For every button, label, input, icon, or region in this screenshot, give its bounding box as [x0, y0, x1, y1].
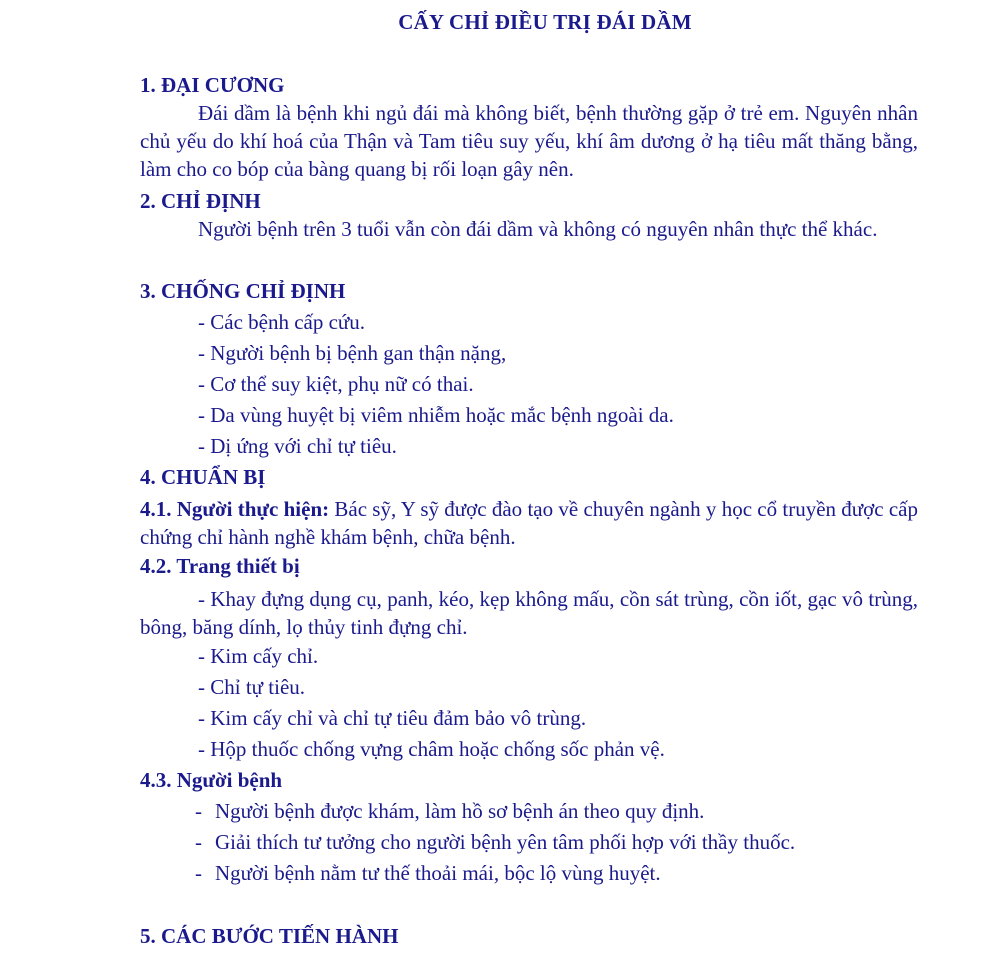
- list-item: [140, 828, 918, 859]
- section-paragraph: [140, 495, 918, 551]
- section-contraindication: [140, 277, 918, 305]
- list-item: - Các bệnh cấp cứu.: [198, 310, 366, 334]
- list-item: - Kim cấy chỉ và chỉ tự tiêu đảm bảo vô trùng.: [198, 706, 587, 730]
- list-item: - Cơ thể suy kiệt, phụ nữ có thai.: [198, 372, 474, 396]
- list-item: - Hộp thuốc chống vựng châm hoặc chống sốc phản vệ.: [198, 737, 665, 761]
- list-item: - Người bệnh bị bệnh gan thận nặng,: [198, 341, 507, 365]
- patient-list: [140, 797, 918, 890]
- list-item: - Chỉ tự tiêu.: [198, 675, 306, 699]
- subsection-lead: 4.1. Người thực hiện:: [140, 497, 330, 521]
- section-procedure: [140, 922, 918, 950]
- equipment-list: [140, 642, 918, 766]
- list-item: [140, 797, 918, 828]
- section-paragraph: Người bệnh trên 3 tuổi vẫn còn đái dầm và không có nguyên nhân thực thể khác.: [198, 217, 878, 241]
- list-dash: -: [195, 799, 202, 823]
- list-item: - Dị ứng với chỉ tự tiêu.: [198, 434, 397, 458]
- subsection-heading: 4.2. Trang thiết bị: [140, 554, 300, 578]
- list-item: - Da vùng huyệt bị viêm nhiễm hoặc mắc bệnh ngoài da.: [198, 403, 674, 427]
- list-item-text: Giải thích tư tưởng cho người bệnh yên tâm phối hợp với thầy thuốc.: [215, 830, 796, 854]
- section-heading: 3. CHỐNG CHỈ ĐỊNH: [140, 279, 346, 303]
- section-preparation: [140, 463, 918, 491]
- section-indication: [140, 187, 918, 243]
- section-heading: 2. CHỈ ĐỊNH: [140, 189, 261, 213]
- section-heading: 1. ĐẠI CƯƠNG: [140, 73, 285, 97]
- list-item-text: Người bệnh được khám, làm hồ sơ bệnh án theo quy định.: [215, 799, 705, 823]
- subsection-heading: 4.3. Người bệnh: [140, 768, 283, 792]
- section-paragraph: Đái dầm là bệnh khi ngủ đái mà không biết, bệnh thường gặp ở trẻ em. Nguyên nhân chủ yếu do khí hoá của Thận và Tam tiêu suy yếu, khí âm dương ở hạ tiêu mất thăng bằng, làm cho co bóp của bàng quang bị rối loạn gây nên.: [140, 101, 918, 181]
- contraindication-list: [140, 308, 918, 463]
- document-title: CẤY CHỈ ĐIỀU TRỊ ĐÁI DẦM: [398, 10, 692, 34]
- section-heading: 4. CHUẨN BỊ: [140, 465, 266, 489]
- list-dash: -: [195, 861, 202, 885]
- list-dash: -: [195, 830, 202, 854]
- subsection-text: Bác sỹ, Y sỹ được đào tạo về chuyên ngành y học cổ truyền được cấp chứng chỉ hành nghề khám bệnh, chữa bệnh.: [140, 497, 918, 549]
- list-item-text: Người bệnh nằm tư thế thoải mái, bộc lộ vùng huyệt.: [215, 861, 661, 885]
- section-heading: 5. CÁC BƯỚC TIẾN HÀNH: [140, 924, 399, 948]
- equipment-paragraph-block: [140, 585, 918, 641]
- subsection-patient: [140, 766, 918, 794]
- list-item: - Kim cấy chỉ.: [198, 644, 319, 668]
- list-item: [140, 859, 918, 890]
- section-paragraph: - Khay đựng dụng cụ, panh, kéo, kẹp không mấu, cồn sát trùng, cồn iốt, gạc vô trùng, bông, băng dính, lọ thủy tinh đựng chỉ.: [140, 587, 918, 639]
- subsection-practitioner: [140, 495, 918, 551]
- section-general: [140, 71, 918, 183]
- subsection-equipment: [140, 552, 918, 580]
